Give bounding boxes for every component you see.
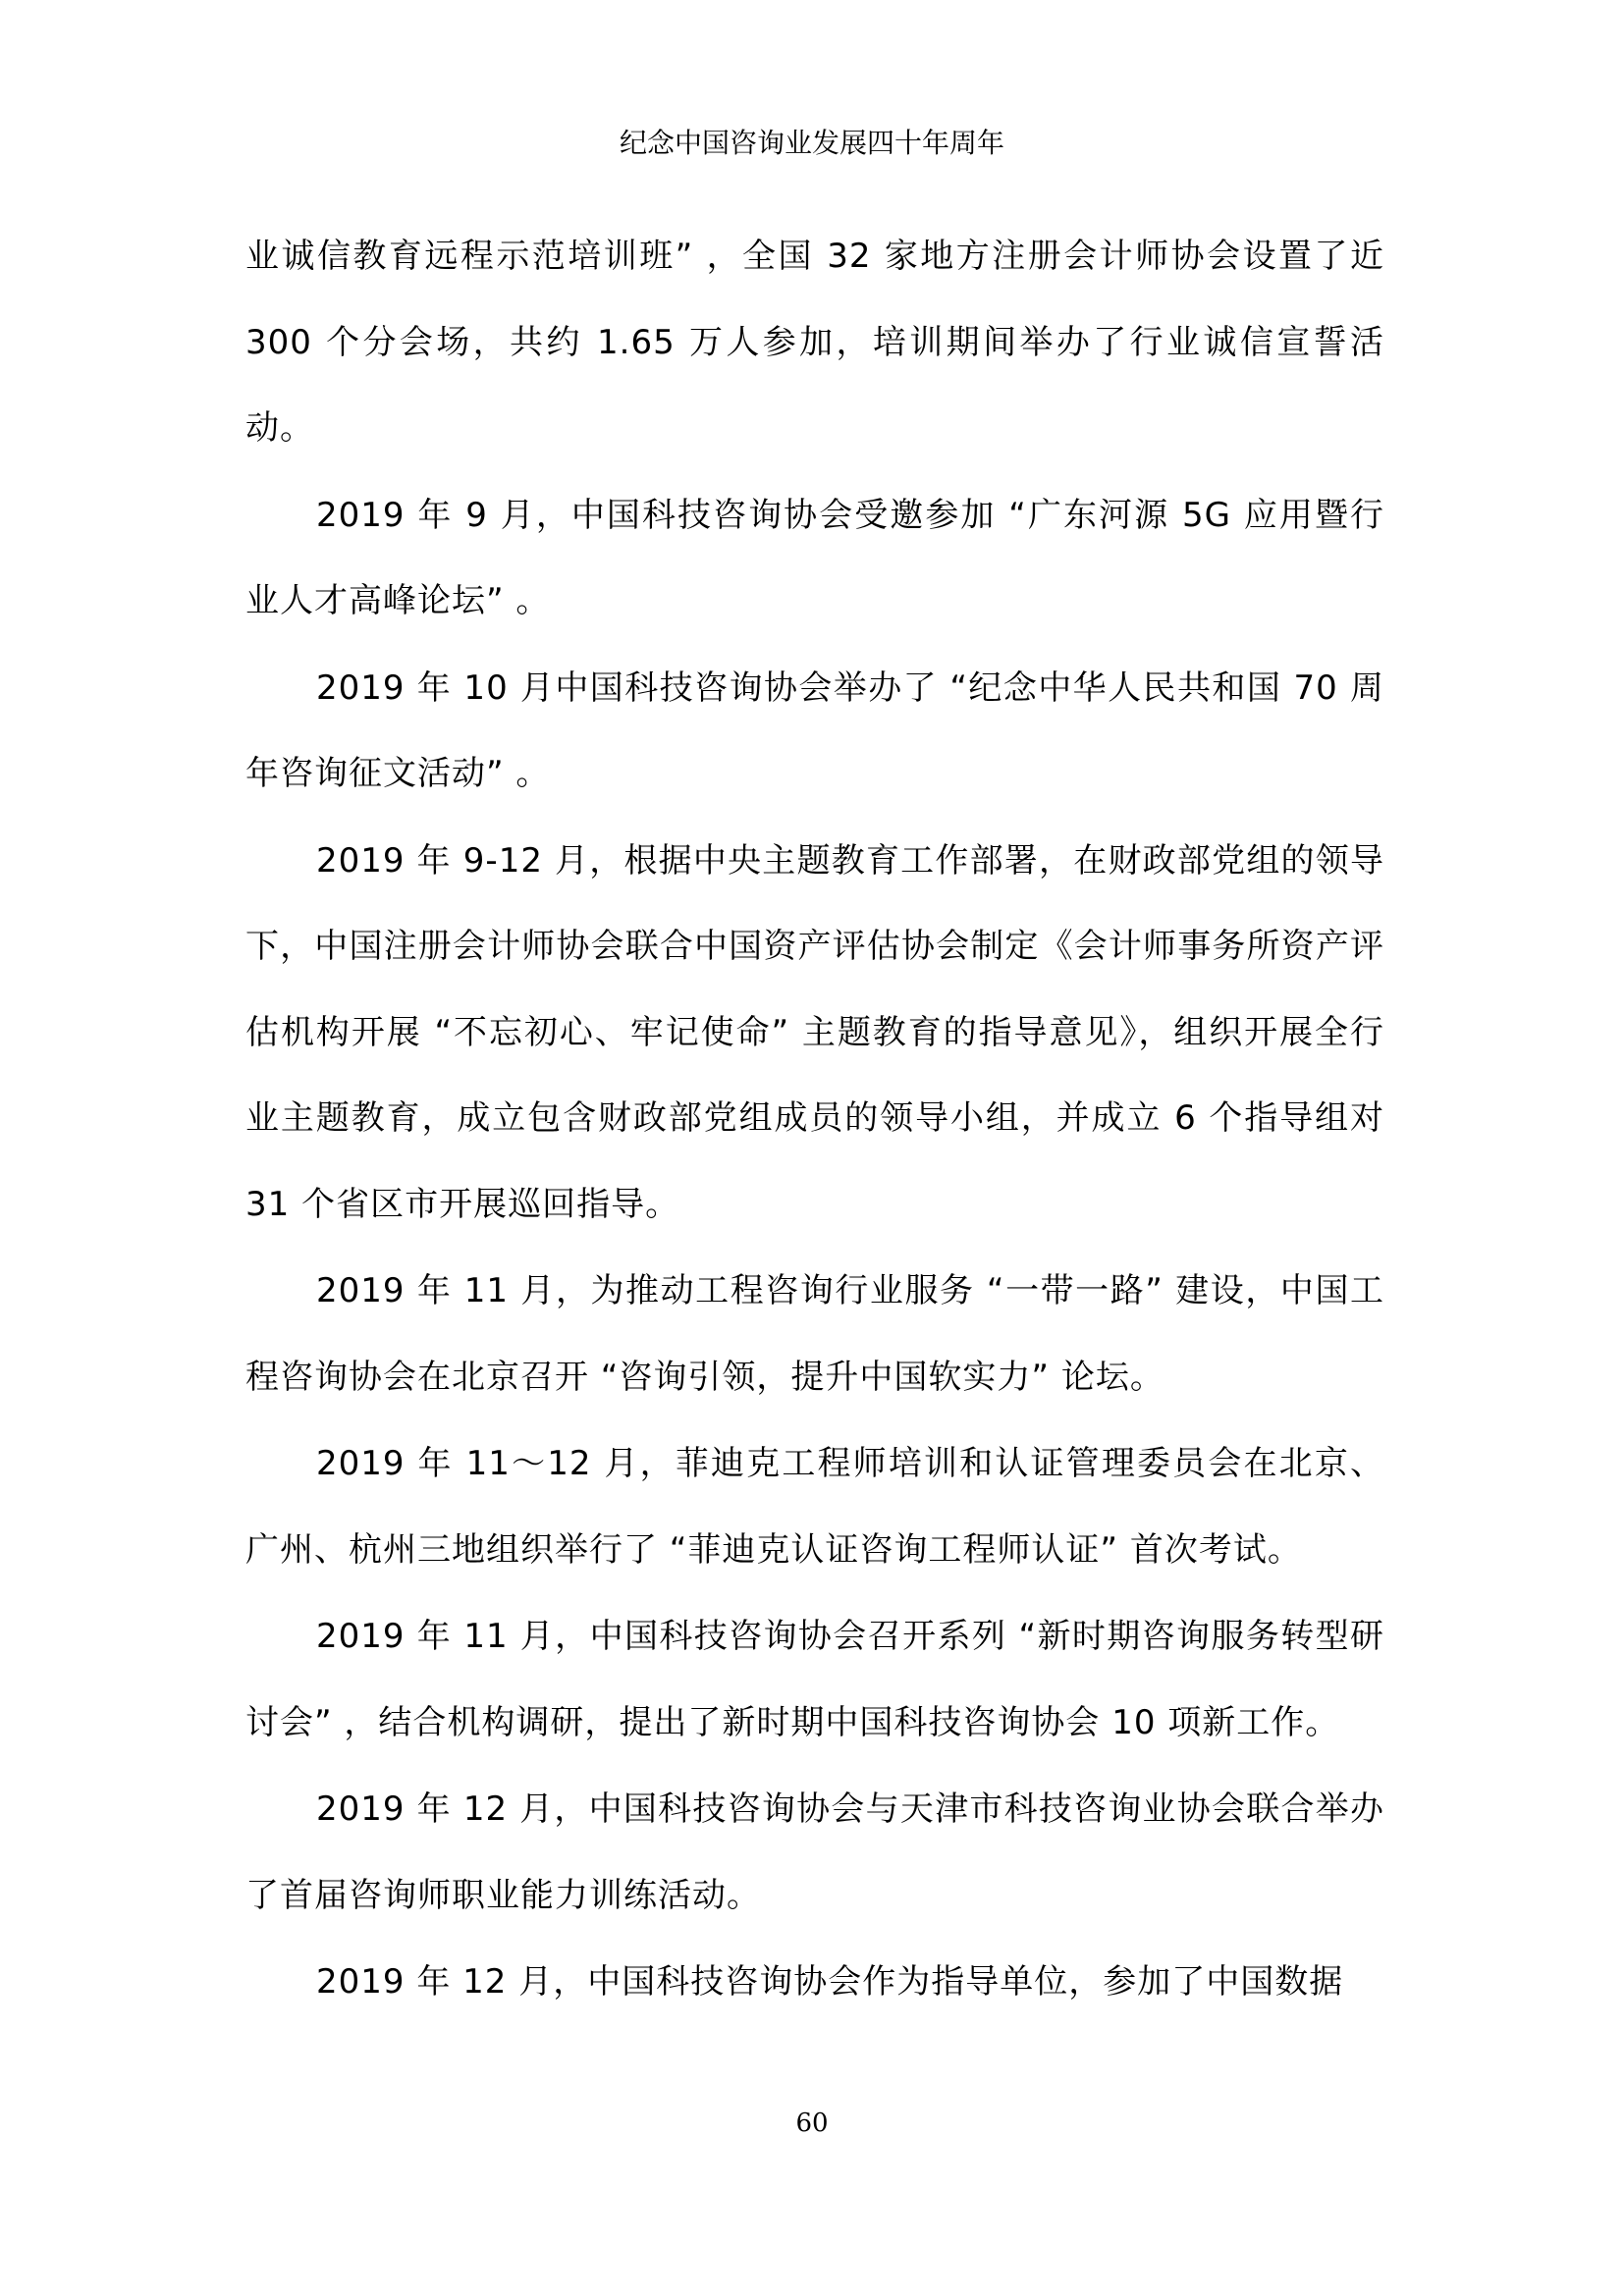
paragraph-3: 2019 年 10 月中国科技咨询协会举办了 “纪念中华人民共和国 70 周年咨询征文活动” 。 xyxy=(245,667,1384,793)
page-header-title: 纪念中国咨询业发展四十年周年 xyxy=(619,127,1004,159)
paragraph-9: 2019 年 12 月，中国科技咨询协会作为指导单位，参加了中国数据 xyxy=(316,1962,1344,2002)
paragraph-2: 2019 年 9 月，中国科技咨询协会受邀参加 “广东河源 5G 应用暨行业人才高峰论坛” 。 xyxy=(245,495,1384,620)
body-text xyxy=(245,214,1384,2027)
paragraph-4: 2019 年 9-12 月，根据中央主题教育工作部署，在财政部党组的领导下，中国注册会计师协会联合中国资产评估协会制定《会计师事务所资产评估机构开展 “不忘初心、牢记使命” 主题教育的指导意见》，组织开展全行业主题教育，成立包含财政部党组成员的领导小组，并成立 6 个指导组对 31 个省区市开展巡回指导。 xyxy=(245,840,1384,1224)
paragraph-6: 2019 年 11～12 月，菲迪克工程师培训和认证管理委员会在北京、广州、杭州三地组织举行了 “菲迪克认证咨询工程师认证” 首次考试。 xyxy=(245,1444,1384,1570)
paragraph-1: 业诚信教育远程示范培训班” ，全国 32 家地方注册会计师协会设置了近 300 个分会场，共约 1.65 万人参加，培训期间举办了行业诚信宣誓活动。 xyxy=(245,237,1384,448)
page-number: 60 xyxy=(795,2109,829,2138)
paragraph-8: 2019 年 12 月，中国科技咨询协会与天津市科技咨询业协会联合举办了首届咨询师职业能力训练活动。 xyxy=(245,1789,1384,1915)
paragraph-7: 2019 年 11 月，中国科技咨询协会召开系列 “新时期咨询服务转型研讨会” ，结合机构调研，提出了新时期中国科技咨询协会 10 项新工作。 xyxy=(245,1617,1384,1742)
paragraph-5: 2019 年 11 月，为推动工程咨询行业服务 “一带一路” 建设，中国工程咨询协会在北京召开 “咨询引领，提升中国软实力” 论坛。 xyxy=(245,1271,1384,1397)
